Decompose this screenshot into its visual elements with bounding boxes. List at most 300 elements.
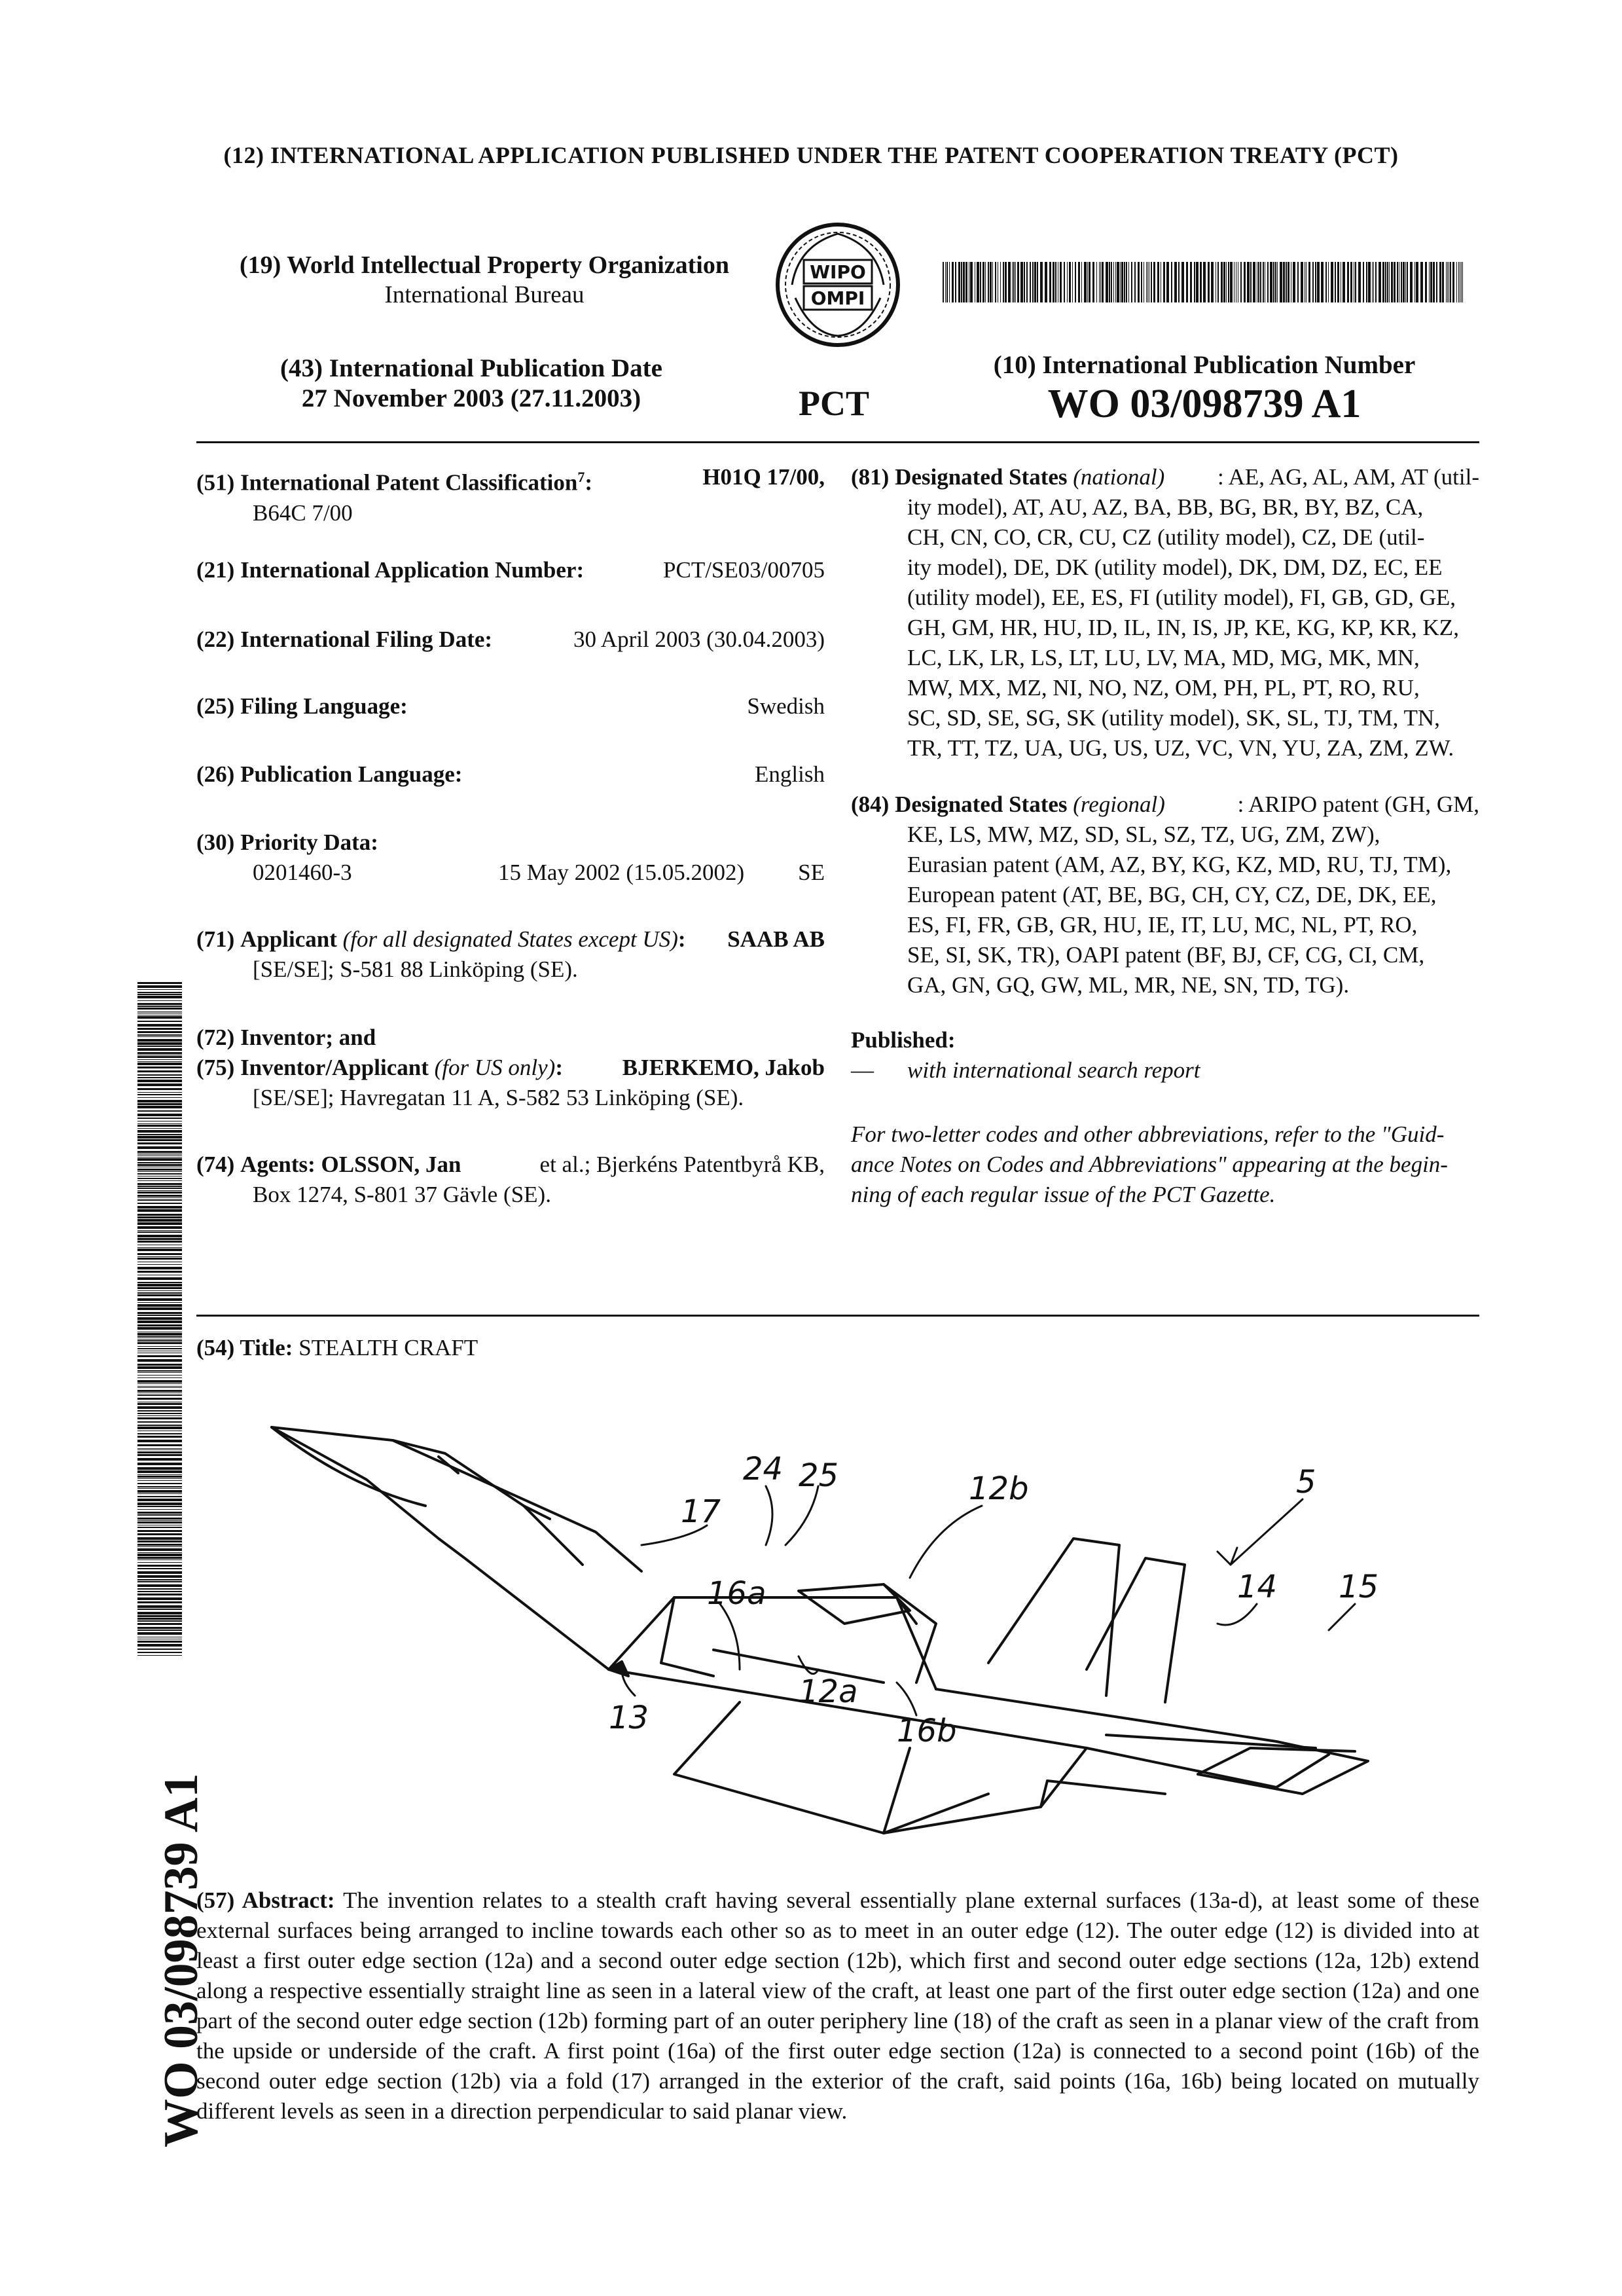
barcode-bar <box>1293 262 1295 302</box>
title-code: (54) Title: <box>196 1335 293 1360</box>
barcode-bar <box>1181 262 1184 302</box>
barcode-bar <box>1223 262 1225 302</box>
field-71: (71) Applicant (for all designated States except US): SAAB AB [SE/SE]; S-581 88 Linköping (SE). <box>196 924 825 985</box>
barcode-bar <box>1306 262 1307 302</box>
barcode-bar <box>137 1024 182 1027</box>
barcode-bar <box>1436 262 1437 302</box>
barcode-bar <box>1120 262 1121 302</box>
barcode-bar <box>137 1130 182 1133</box>
barcode-bar <box>137 1074 182 1076</box>
label-17: 17 <box>681 1493 721 1530</box>
barcode-bar <box>1221 262 1223 302</box>
leader-24 <box>766 1486 772 1545</box>
field-22-code: (22) <box>196 627 235 652</box>
barcode-bar <box>137 994 182 995</box>
barcode-bar <box>137 1056 182 1058</box>
barcode-bar <box>1153 262 1155 302</box>
field-84-line-6: GA, GN, GQ, GW, ML, MR, NE, SN, TD, TG). <box>907 972 1350 998</box>
codes-note-line-0: For two-letter codes and other abbreviations, refer to the "Guid- <box>851 1121 1445 1147</box>
barcode-bar <box>1387 262 1388 302</box>
barcode-bar <box>137 1241 182 1243</box>
field-30-date: 15 May 2002 (15.05.2002) <box>498 860 745 885</box>
barcode-bar <box>137 1421 182 1423</box>
barcode-bar <box>1020 262 1023 302</box>
barcode-bar <box>1003 262 1004 302</box>
barcode-bar <box>1317 262 1320 302</box>
barcode-bar <box>1081 262 1082 302</box>
barcode-bar <box>137 1199 182 1201</box>
barcode-bar <box>137 1463 182 1465</box>
barcode-bar <box>1109 262 1110 302</box>
field-51-code: (51) <box>196 469 235 496</box>
barcode-bar <box>1335 262 1336 302</box>
field-84-line-4: ES, FI, FR, GB, GR, HU, IE, IT, LU, MC, NL, PT, RO, <box>907 912 1418 938</box>
barcode-bar <box>1013 262 1015 302</box>
barcode-bar <box>137 1518 182 1520</box>
barcode-bar <box>137 1162 182 1163</box>
barcode-bar <box>1100 262 1101 302</box>
barcode-bar <box>946 262 948 302</box>
barcode-bar <box>1391 262 1393 302</box>
barcode-bar <box>137 1123 182 1124</box>
barcode-bar <box>1087 262 1088 302</box>
barcode-bar <box>1308 262 1310 302</box>
barcode-bar <box>137 1128 182 1129</box>
title-block <box>196 1333 478 1363</box>
field-25 <box>196 691 825 721</box>
barcode-bar <box>137 1052 182 1054</box>
barcode-bar <box>137 1267 182 1269</box>
barcode-bar <box>137 1034 182 1036</box>
field-84-line-1: KE, LS, MW, MZ, SD, SL, SZ, TZ, UG, ZM, ZW), <box>907 822 1380 847</box>
barcode-bar <box>1096 262 1097 302</box>
barcode-bar <box>137 1031 182 1033</box>
lower-wing-root <box>884 1748 910 1833</box>
barcode-bar <box>137 1597 182 1600</box>
barcode-bar <box>1111 262 1112 302</box>
barcode-bar <box>137 1620 182 1622</box>
barcode-bar <box>137 1398 182 1400</box>
barcode-bar <box>137 1552 182 1553</box>
barcode-bar <box>1034 262 1036 302</box>
barcode-bar <box>1060 262 1062 302</box>
label-25: 25 <box>799 1457 839 1494</box>
barcode-bar <box>137 1436 182 1438</box>
barcode-bar <box>137 1097 182 1098</box>
barcode-bar <box>137 1348 182 1349</box>
barcode-bar <box>137 1440 182 1442</box>
field-74-code: (74) <box>196 1152 235 1177</box>
barcode-bar <box>1030 262 1031 302</box>
fold-17 <box>661 1597 713 1676</box>
intake-tip <box>609 1662 628 1676</box>
barcode-bar <box>958 262 960 302</box>
barcode-bar <box>137 1142 182 1144</box>
barcode-bar <box>137 1403 182 1405</box>
pct-mark: PCT <box>799 384 869 423</box>
barcode-bar <box>137 1139 182 1141</box>
barcode-bar <box>1134 262 1136 302</box>
barcode-bar <box>137 1307 182 1310</box>
label-12b: 12b <box>969 1470 1029 1507</box>
barcode-bar <box>137 1503 182 1505</box>
barcode-bar <box>1166 262 1169 302</box>
barcode-bar <box>137 1355 182 1357</box>
field-72 <box>196 1023 825 1053</box>
barcode-bar <box>1280 262 1282 302</box>
barcode-bar <box>137 1042 182 1045</box>
logo-text-top: WIPO <box>810 261 866 283</box>
barcode-bar <box>137 1008 182 1010</box>
published-label: Published: <box>851 1027 956 1053</box>
barcode-bar <box>137 1649 182 1650</box>
abstract <box>196 1886 1479 2126</box>
field-71-address: [SE/SE]; S-581 88 Linköping (SE). <box>253 957 578 982</box>
barcode-bar <box>137 1533 182 1535</box>
field-84-line-3: European patent (AT, BE, BG, CH, CY, CZ, DE, DK, EE, <box>907 882 1437 907</box>
barcode-bar <box>1092 262 1094 302</box>
barcode-bar <box>1372 262 1373 302</box>
barcode-bar <box>137 1192 182 1194</box>
barcode-bar <box>137 1290 182 1291</box>
barcode-bar <box>1450 262 1451 302</box>
barcode-bar <box>1075 262 1076 302</box>
field-51-sup: 7 <box>577 469 585 485</box>
barcode-bar <box>137 1562 182 1563</box>
barcode-bar <box>137 1425 182 1426</box>
barcode-bar <box>137 1537 182 1540</box>
barcode-bar <box>1447 262 1448 302</box>
barcode-bar <box>1325 262 1327 302</box>
barcode-bar <box>137 1618 182 1620</box>
barcode-bar <box>137 1315 182 1316</box>
barcode-bar <box>1263 262 1264 302</box>
barcode-bar <box>137 1016 182 1019</box>
barcode-bar <box>1270 262 1272 302</box>
field-21-label: International Application Number: <box>240 557 585 583</box>
barcode-bar <box>1131 262 1132 302</box>
published-item: with international search report <box>907 1057 1200 1083</box>
field-81-line-9: TR, TT, TZ, UA, UG, US, UZ, VC, VN, YU, ZA, ZM, ZW. <box>907 735 1454 761</box>
barcode-bar <box>137 982 182 984</box>
barcode-bar <box>137 1641 182 1643</box>
barcode-bar <box>137 1324 182 1326</box>
barcode-bar <box>137 1390 182 1392</box>
barcode-bar <box>1128 262 1129 302</box>
barcode-bar <box>137 1512 182 1514</box>
document-header: (12) INTERNATIONAL APPLICATION PUBLISHED UNDER THE PATENT COOPERATION TREATY (PCT) <box>223 142 1399 168</box>
barcode-bar <box>137 1605 182 1608</box>
barcode-bar <box>1456 262 1457 302</box>
barcode-bar <box>982 262 984 302</box>
barcode-bar <box>137 1522 182 1523</box>
field-30-country: SE <box>798 860 825 885</box>
barcode-bar <box>985 262 986 302</box>
barcode-bar <box>137 1359 182 1362</box>
barcode-bar <box>137 1327 182 1330</box>
field-74-rest: et al.; Bjerkéns Patentbyrå KB, <box>539 1152 825 1177</box>
barcode-bar <box>137 1554 182 1556</box>
fuselage-chine-14 <box>1106 1735 1316 1748</box>
barcode-bar <box>1260 262 1261 302</box>
barcode-bar <box>137 1321 182 1323</box>
barcode-bar <box>949 262 950 302</box>
label-16a: 16a <box>707 1575 766 1612</box>
barcode-bar <box>137 1449 182 1450</box>
barcode-bar <box>137 1110 182 1112</box>
barcode-bar <box>1151 262 1152 302</box>
field-25-value: Swedish <box>747 693 825 719</box>
field-81-line-5: GH, GM, HR, HU, ID, IL, IN, IS, JP, KE, KG, KP, KR, KZ, <box>907 615 1459 640</box>
barcode-bar <box>1283 262 1285 302</box>
abstract-text: The invention relates to a stealth craft having several essentially plane external surfaces (13a-d), at least some of these external surfaces being arranged to incline towards each other so as to meet in an outer edge (12). The outer edge (12) is divided into at least a first outer edge section (12a) and a second outer edge section (12b), which first and second outer edge sections (12a, 12b) extend along a respective essentially straight line as seen in a lateral view of the craft, at least one part of the first outer edge section (12a) and one part of the second outer edge section (12b) forming part of an outer periphery line (18) of the craft as seen in a planar view of the craft from the upside or underside of the craft. A first point (16a) of the first outer edge section (12a) is connected to a second point (16b) of the second outer edge section (12b) via a fold (17) arranged in the exterior of the craft, said points (16a, 16b) being located on mutually different levels as seen in a direction perpendicular to said planar view. <box>196 1887 1479 2124</box>
barcode-bar <box>137 1070 182 1072</box>
barcode-bar <box>952 262 954 302</box>
barcode-bar <box>137 1417 182 1419</box>
field-84-code: (84) <box>851 792 890 817</box>
barcode-bar <box>137 1506 182 1507</box>
barcode-bar <box>137 1632 182 1635</box>
barcode-bar <box>1200 262 1202 302</box>
barcode-bar <box>137 1520 182 1521</box>
field-22-value: 30 April 2003 (30.04.2003) <box>573 627 825 652</box>
barcode-bar <box>1368 262 1371 302</box>
barcode-bar <box>137 989 182 990</box>
barcode-bar <box>1416 262 1418 302</box>
barcode-bar <box>137 1433 182 1434</box>
barcode-bar <box>137 1092 182 1093</box>
barcode-bar <box>137 1277 182 1280</box>
field-22 <box>196 625 825 655</box>
barcode-bar <box>137 1136 182 1139</box>
barcode-bar <box>1240 262 1242 302</box>
barcode-bar <box>1403 262 1405 302</box>
barcode-bar <box>137 1312 182 1314</box>
barcode-bar <box>1008 262 1011 302</box>
barcode-bar <box>137 1375 182 1376</box>
field-84-label: Designated States <box>895 792 1068 817</box>
barcode-bar <box>137 1151 182 1153</box>
barcode-bar <box>137 1601 182 1603</box>
barcode-bar <box>1163 262 1165 302</box>
barcode-bar <box>1385 262 1386 302</box>
org-bureau: International Bureau <box>384 282 585 308</box>
field-21 <box>196 555 825 585</box>
codes-note <box>851 1120 1479 1210</box>
barcode-bar <box>137 1476 182 1478</box>
barcode-bar <box>137 1230 182 1231</box>
barcode-bar <box>137 1080 182 1082</box>
barcode-bar <box>137 1084 182 1086</box>
barcode-bar <box>1230 262 1233 302</box>
barcode-bar <box>137 1216 182 1218</box>
barcode-bar <box>137 1282 182 1283</box>
field-74-name: OLSSON, Jan <box>321 1152 461 1177</box>
barcode-bar <box>137 1370 182 1372</box>
barcode-bar <box>1331 262 1333 302</box>
barcode-bar <box>137 1180 182 1181</box>
barcode-bar <box>137 1061 182 1062</box>
barcode-bar <box>1026 262 1028 302</box>
field-84-line-0: : ARIPO patent (GH, GM, <box>1237 792 1479 817</box>
barcode-bar <box>137 1226 182 1229</box>
barcode-bar <box>1429 262 1430 302</box>
field-71-qualifier: (for all designated States except US) <box>342 926 678 952</box>
barcode-bar <box>137 1575 182 1578</box>
field-84-line-5: SE, SI, SK, TR), OAPI patent (BF, BJ, CF, CG, CI, CM, <box>907 942 1425 968</box>
field-72-code: (72) <box>196 1025 235 1050</box>
barcode-bar <box>137 1415 182 1416</box>
barcode-bar <box>1430 262 1432 302</box>
barcode-bar <box>1405 262 1406 302</box>
barcode-bar <box>137 1253 182 1255</box>
leader-15 <box>1329 1604 1355 1630</box>
leader-5 <box>1231 1499 1303 1565</box>
barcode-bar <box>137 1488 182 1489</box>
barcode-bar <box>137 1478 182 1479</box>
barcode-bar <box>1049 262 1051 302</box>
barcode-bar <box>1363 262 1364 302</box>
barcode-bar <box>1141 262 1142 302</box>
barcode-bar <box>1040 262 1043 302</box>
field-75-qualifier: (for US only) <box>434 1055 556 1080</box>
field-26-code: (26) <box>196 761 235 787</box>
barcode-bar <box>137 1499 182 1501</box>
barcode-bar <box>137 1386 182 1387</box>
label-12a: 12a <box>799 1673 858 1710</box>
barcode-bar <box>137 1346 182 1347</box>
barcode-bar <box>137 1284 182 1286</box>
barcode-bar <box>1178 262 1180 302</box>
field-74-address: Box 1274, S-801 37 Gävle (SE). <box>253 1182 551 1207</box>
barcode-bar <box>137 1546 182 1547</box>
barcode-bar <box>1375 262 1377 302</box>
barcode-bar <box>137 1039 182 1042</box>
field-51-label: International Patent Classification <box>240 469 578 496</box>
barcode-bar <box>137 1048 182 1051</box>
field-84-line-2: Eurasian patent (AM, AZ, BY, KG, KZ, MD, RU, TJ, TM), <box>907 852 1452 877</box>
field-71-code: (71) <box>196 926 235 952</box>
barcode-bar <box>137 1496 182 1497</box>
barcode-bar <box>1425 262 1427 302</box>
barcode-bar <box>1250 262 1252 302</box>
barcode-bar <box>137 1258 182 1260</box>
barcode-bar <box>1102 262 1104 302</box>
barcode-bar <box>137 1264 182 1265</box>
field-72-label: Inventor; and <box>240 1025 376 1050</box>
field-71-label: Applicant <box>240 926 337 952</box>
barcode-bar <box>137 1219 182 1222</box>
barcode-bar <box>137 1444 182 1446</box>
barcode-bar <box>1275 262 1276 302</box>
barcode-bar <box>137 1006 182 1007</box>
barcode-bar <box>945 262 946 302</box>
barcode-bar <box>1126 262 1127 302</box>
barcode-bar <box>995 262 996 302</box>
barcode-bar <box>137 1317 182 1320</box>
codes-note-line-1: ance Notes on Codes and Abbreviations" appearing at the begin- <box>851 1152 1448 1177</box>
barcode-bar <box>980 262 981 302</box>
barcode-bar <box>137 1271 182 1273</box>
barcode-bar <box>137 1548 182 1551</box>
barcode-bar <box>137 1594 182 1595</box>
side-pub-number: WO 03/098739 A1 <box>154 1773 208 2147</box>
barcode-bar <box>137 1383 182 1384</box>
barcode-bar <box>1072 262 1073 302</box>
barcode-bar <box>1024 262 1025 302</box>
barcode-bar <box>137 1568 182 1569</box>
barcode-bar <box>137 1094 182 1095</box>
barcode-bar <box>1439 262 1441 302</box>
barcode-bar <box>1017 262 1019 302</box>
barcode-bar <box>1037 262 1038 302</box>
canopy-line <box>393 1440 583 1565</box>
barcode-bar <box>137 1514 182 1516</box>
barcode-bar <box>1267 262 1269 302</box>
pub-number-value: WO 03/098739 A1 <box>1047 382 1361 426</box>
label-15: 15 <box>1339 1569 1379 1605</box>
label-14: 14 <box>1237 1569 1278 1605</box>
barcode-bar <box>1069 262 1071 302</box>
barcode-bar <box>137 1188 182 1189</box>
barcode-bar <box>1350 262 1352 302</box>
barcode-top <box>943 262 1463 302</box>
barcode-bar <box>137 1612 182 1614</box>
barcode-bar <box>963 262 965 302</box>
barcode-bar <box>1064 262 1065 302</box>
leader-14 <box>1217 1604 1257 1625</box>
barcode-bar <box>1355 262 1356 302</box>
barcode-bar <box>1442 262 1444 302</box>
barcode-bar <box>137 1458 182 1461</box>
barcode-bar <box>137 1627 182 1629</box>
org-name: World Intellectual Property Organization <box>287 251 729 279</box>
barcode-bar <box>137 1377 182 1378</box>
barcode-bar <box>1312 262 1314 302</box>
barcode-bar <box>137 1364 182 1366</box>
barcode-bar <box>1358 262 1361 302</box>
vertical-tail-rear <box>1087 1558 1185 1702</box>
tail-edge <box>1276 1755 1329 1787</box>
barcode-bar <box>137 1387 182 1388</box>
outer-edge-12b <box>1087 1748 1276 1787</box>
barcode-bar <box>1226 262 1227 302</box>
barcode-bar <box>137 1483 182 1484</box>
barcode-bar <box>137 1292 182 1294</box>
barcode-bar <box>955 262 956 302</box>
pub-number-label: (10) International Publication Number <box>993 351 1416 379</box>
barcode-bar <box>137 1247 182 1248</box>
barcode-bar <box>137 1206 182 1209</box>
barcode-bar <box>1203 262 1206 302</box>
label-5: 5 <box>1296 1464 1316 1501</box>
barcode-bar <box>137 1304 182 1307</box>
barcode-bar <box>137 1340 182 1341</box>
barcode-bar <box>1394 262 1396 302</box>
barcode-bar <box>137 1394 182 1396</box>
barcode-bar <box>137 1333 182 1336</box>
barcode-bar <box>137 1530 182 1532</box>
barcode-bar <box>137 1158 182 1161</box>
pub-date-label: (43) International Publication Date <box>280 354 662 382</box>
barcode-bar <box>1015 262 1016 302</box>
barcode-bar <box>137 1197 182 1198</box>
barcode-bar <box>1067 262 1068 302</box>
barcode-bar <box>137 1256 182 1257</box>
barcode-bar <box>137 1655 182 1656</box>
barcode-bar <box>1382 262 1384 302</box>
barcode-bar <box>137 1451 182 1453</box>
